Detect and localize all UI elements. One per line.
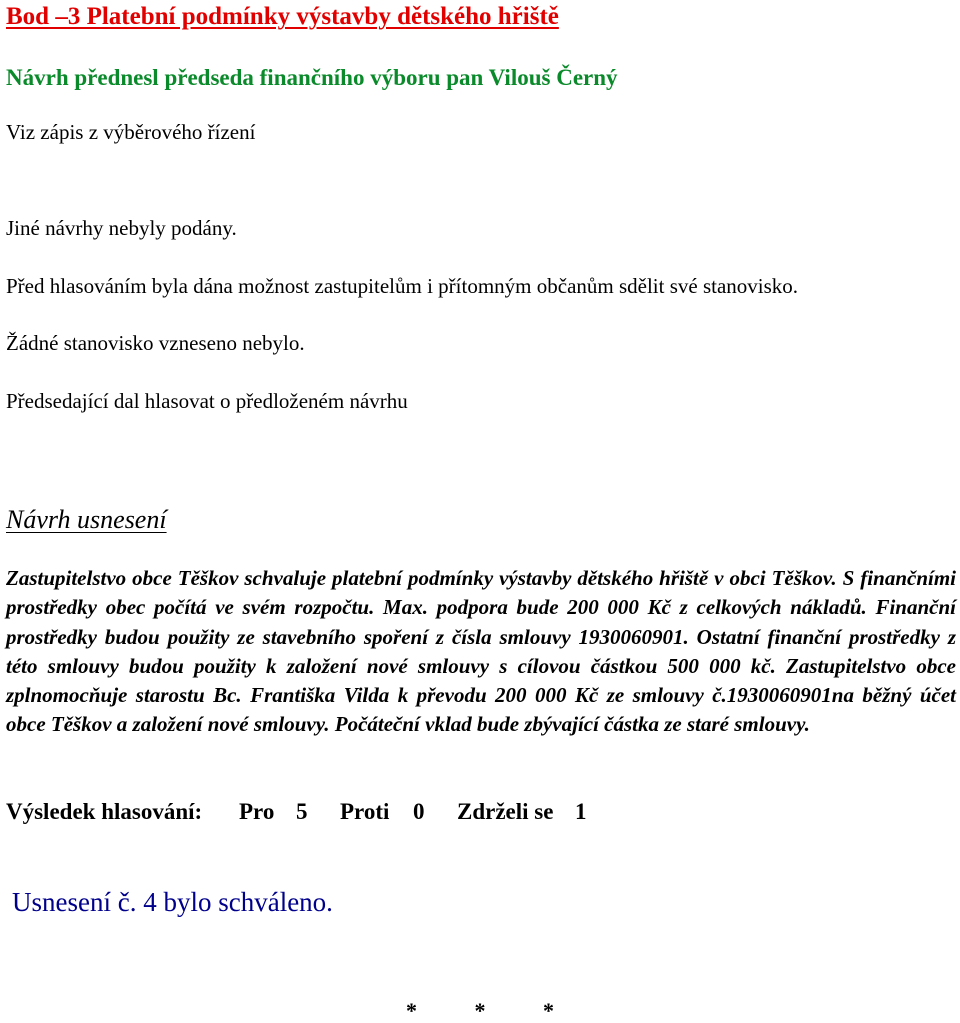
paragraph-no-comments: Žádné stanovisko vzneseno nebylo. bbox=[6, 331, 305, 355]
proposer-line: Návrh přednesl předseda finančního výboru pan Vilouš Černý bbox=[6, 65, 618, 90]
vote-against-count: 0 bbox=[413, 799, 425, 824]
paragraph-tender-reference: Viz zápis z výběrového řízení bbox=[6, 120, 256, 144]
vote-abstain-label: Zdrželi se bbox=[457, 799, 554, 824]
paragraph-opportunity-to-comment: Před hlasováním byla dána možnost zastupitelům i přítomným občanům sdělit své stanovisko. bbox=[6, 274, 799, 298]
vote-abstain-count: 1 bbox=[575, 799, 587, 824]
paragraph-no-other-proposals: Jiné návrhy nebyly podány. bbox=[6, 216, 237, 240]
vote-result-label: Výsledek hlasování: bbox=[6, 799, 203, 824]
paragraph-call-to-vote: Předsedající dal hlasovat o předloženém návrhu bbox=[6, 389, 408, 413]
vote-result bbox=[6, 800, 587, 823]
section-separator: * * * bbox=[406, 998, 554, 1023]
resolution-outcome: Usnesení č. 4 bylo schváleno. bbox=[12, 887, 333, 917]
vote-for-label: Pro bbox=[239, 799, 275, 824]
resolution-heading: Návrh usnesení bbox=[6, 505, 167, 534]
resolution-text: Zastupitelstvo obce Těškov schvaluje platební podmínky výstavby dětského hřiště v obci Těškov. S finančními prostředky obec počítá ve svém rozpočtu. Max. podpora bude 200 000 Kč z celkových nákladů. Finanční prostředky budou použity ze stavebního spoření z čísla smlouvy 1930060901. Ostatní finanční prostředky z této smlouvy budou použity k založení nové smlouvy s cílovou částkou 500 000 kč. Zastupitelstvo obce zplnomocňuje starostu Bc. Františka Vilda k převodu 200 000 Kč ze smlouvy č.1930060901na běžný účet obce Těškov a založení nové smlouvy. Počáteční vklad bude zbývající částka ze staré smlouvy. bbox=[6, 566, 956, 737]
vote-for-count: 5 bbox=[296, 799, 308, 824]
agenda-item-title: Bod –3 Platební podmínky výstavby dětského hřiště bbox=[6, 3, 559, 30]
vote-against-label: Proti bbox=[340, 799, 390, 824]
